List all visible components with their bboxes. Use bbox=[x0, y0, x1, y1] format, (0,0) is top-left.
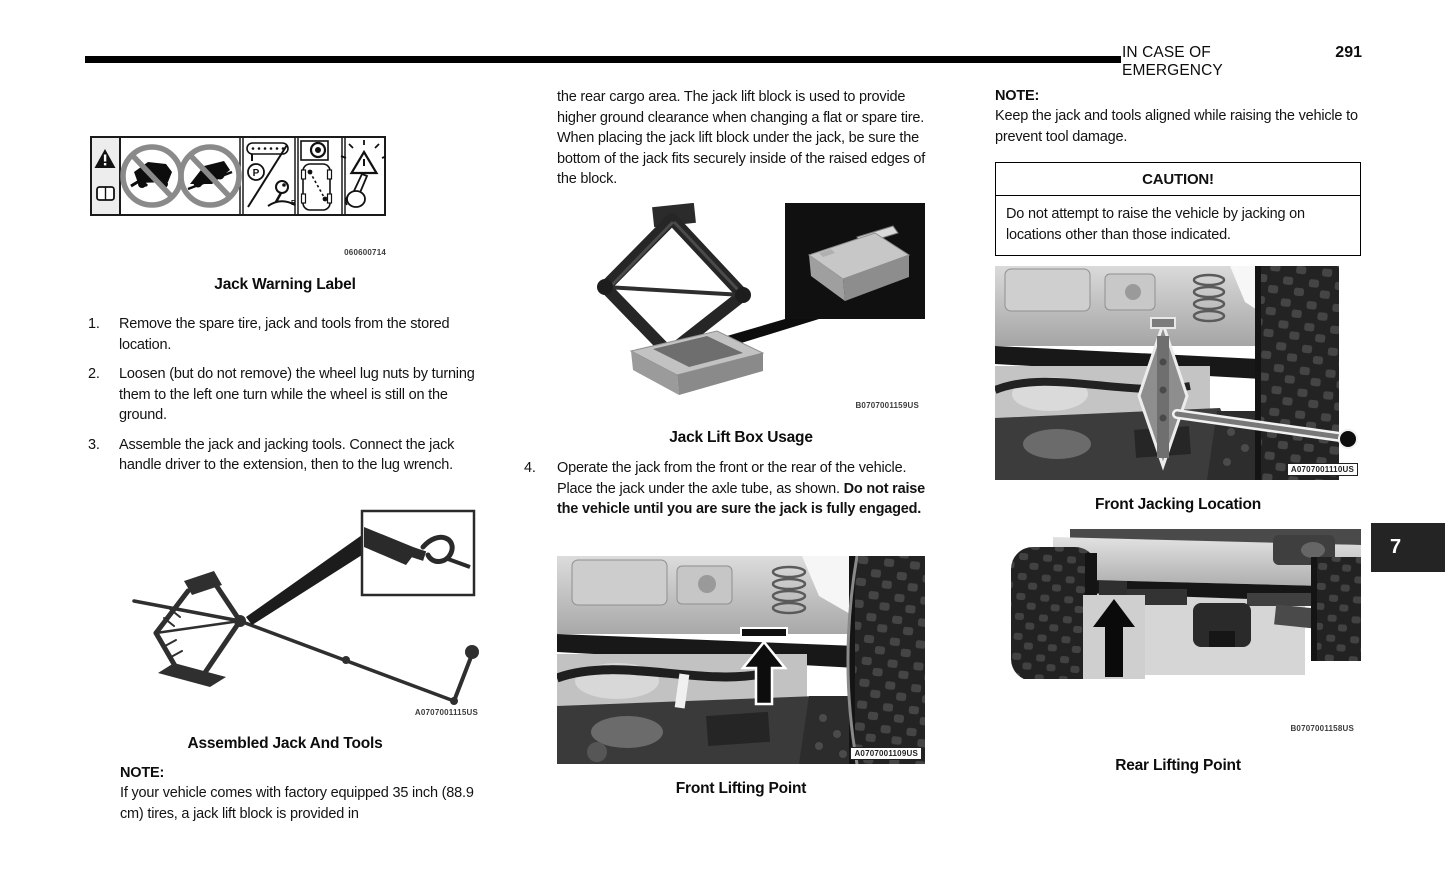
figure-code: A0707001109US bbox=[850, 747, 922, 760]
list-item bbox=[88, 364, 486, 426]
lift-block-inset bbox=[785, 203, 925, 319]
figure-jack-warning-label bbox=[90, 136, 386, 216]
chapter-number: 7 bbox=[1390, 536, 1402, 558]
step-text-normal: Operate the jack from the front or the rear of the vehicle. Place the jack under the axle tube, as shown. bbox=[557, 460, 907, 497]
step-number: 2. bbox=[88, 366, 100, 382]
list-item bbox=[524, 458, 928, 520]
continuation-paragraph: the rear cargo area. The jack lift block is used to provide higher ground clearance when changing a flat or spare tire. When placing the jack lift block under the jack, be sure the bottom of the jack fits securely inside of the raised edges of the block. bbox=[557, 89, 926, 187]
note-block bbox=[995, 88, 1365, 147]
step-text bbox=[557, 458, 928, 520]
figure-caption: Jack Lift Box Usage bbox=[669, 429, 813, 446]
figure-caption: Front Jacking Location bbox=[1094, 496, 1262, 513]
note-text: Keep the jack and tools aligned while raising the vehicle to prevent tool damage. bbox=[995, 108, 1358, 145]
figure-code: B0707001159US bbox=[855, 401, 919, 410]
step-text: Assemble the jack and jacking tools. Connect the jack handle driver to the extension, then to the lug wrench. bbox=[119, 436, 455, 473]
step-number: 3. bbox=[88, 436, 100, 453]
figure-caption: Assembled Jack And Tools bbox=[187, 735, 383, 752]
figure-caption: Jack Warning Label bbox=[214, 276, 356, 293]
figure-caption: Rear Lifting Point bbox=[1115, 757, 1241, 774]
page-number: 291 bbox=[1335, 44, 1362, 61]
figure-front-lifting-point bbox=[557, 556, 925, 764]
section-title: IN CASE OF EMERGENCY bbox=[1122, 44, 1223, 79]
step-number: 1. bbox=[88, 316, 100, 332]
caution-title: CAUTION! bbox=[996, 163, 1360, 196]
figure-code: B0707001158US bbox=[1290, 724, 1354, 733]
page-header bbox=[1122, 44, 1362, 80]
jacking-points-diagram-icon bbox=[301, 141, 332, 210]
note-text: If your vehicle comes with factory equipped 35 inch (88.9 cm) tires, a jack lift block is provided in bbox=[120, 785, 474, 822]
caution-text: Do not attempt to raise the vehicle by jacking on locations other than those indicated. bbox=[1006, 206, 1305, 243]
detail-callout-wedge bbox=[246, 535, 362, 625]
step-text-bold: Do not raise the vehicle until you are sure the jack is fully engaged. bbox=[557, 480, 926, 517]
caution-box bbox=[995, 162, 1361, 256]
figure-caption: Front Lifting Point bbox=[675, 780, 807, 797]
chapter-tab bbox=[1371, 523, 1445, 572]
front-lifting-point-photo bbox=[557, 556, 925, 764]
figure-rear-lifting-point bbox=[995, 529, 1361, 691]
step-text: Remove the spare tire, jack and tools from the stored location. bbox=[119, 316, 450, 353]
front-jacking-location-photo bbox=[995, 266, 1361, 480]
scissor-jack-silhouette bbox=[597, 203, 751, 353]
hook-detail-inset bbox=[362, 511, 474, 595]
jack-warning-label-illustration bbox=[90, 136, 386, 216]
svg-text:R: R bbox=[291, 200, 297, 207]
svg-text:P: P bbox=[252, 168, 260, 179]
assembled-jack-illustration bbox=[118, 505, 480, 733]
figure-front-jacking-location bbox=[995, 266, 1361, 480]
note-block bbox=[120, 765, 492, 824]
step-number: 4. bbox=[524, 460, 536, 476]
figure-jack-lift-box bbox=[557, 203, 925, 415]
owners-manual-icon bbox=[97, 187, 114, 200]
figure-code: A0707001110US bbox=[1287, 463, 1358, 476]
figure-assembled-jack bbox=[118, 505, 480, 733]
rear-lifting-point-photo bbox=[995, 529, 1361, 691]
note-label: NOTE: bbox=[995, 88, 1040, 104]
jack-lift-box-illustration bbox=[557, 203, 925, 399]
header-rule bbox=[85, 56, 1121, 63]
list-item bbox=[88, 435, 486, 476]
jacking-steps-list bbox=[88, 314, 486, 485]
figure-code: 060600714 bbox=[344, 248, 386, 257]
figure-code: A0707001115US bbox=[414, 708, 478, 717]
step-text: Loosen (but do not remove) the wheel lug nuts by turning them to the left one turn while the wheel is still on the ground. bbox=[119, 366, 475, 423]
list-item bbox=[88, 314, 486, 355]
note-label: NOTE: bbox=[120, 765, 165, 781]
